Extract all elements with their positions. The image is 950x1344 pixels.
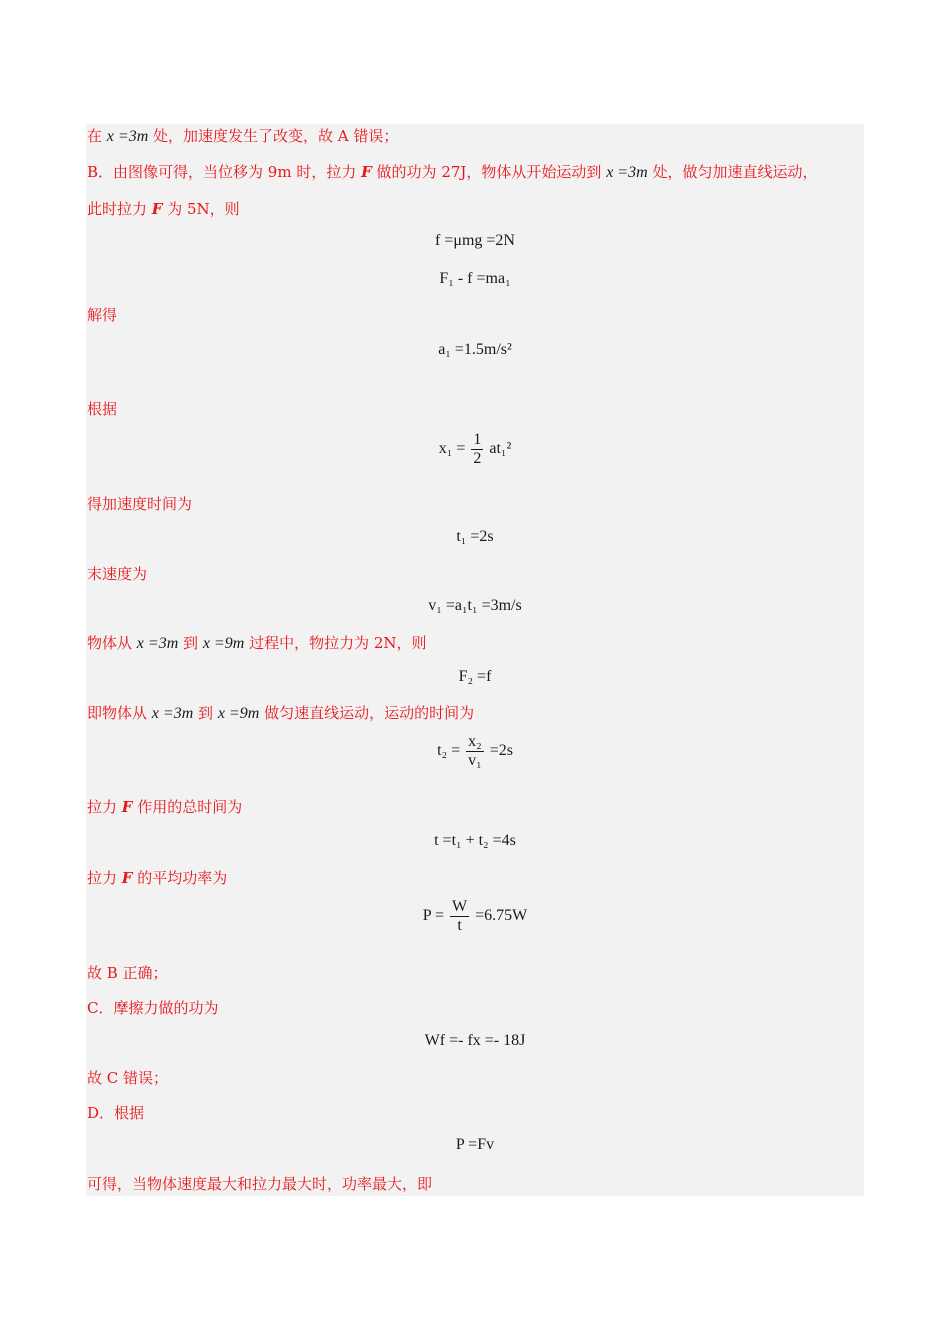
text: 的平均功率为 (137, 869, 228, 887)
eq-part: =6.75W (475, 907, 528, 925)
text: 到 (183, 634, 199, 652)
text: 拉力 (87, 869, 118, 887)
text-line-3 (87, 199, 240, 219)
text-mo-sudu: 末速度为 (87, 565, 148, 583)
text-c-head: C．摩擦力做的功为 (87, 999, 219, 1017)
text-genju: 根据 (87, 400, 118, 418)
text: 在 (87, 127, 103, 145)
symbol-F: F (121, 798, 133, 816)
equation-Wf: Wf =- fx =- 18J (424, 1032, 526, 1049)
text: 过程中，物拉力为 2N，则 (249, 634, 427, 652)
text: 到 (198, 704, 214, 722)
math-inline: x =3m (606, 164, 648, 181)
text-de-jiasudu: 得加速度时间为 (87, 495, 193, 513)
equation-P-avg (86, 898, 864, 935)
symbol-F: F (151, 200, 163, 218)
text-line-2 (87, 162, 817, 183)
text-c-wrong: 故 C 错误； (87, 1069, 169, 1087)
eq-part: x₁ = (438, 440, 466, 458)
text: 物体从 (87, 634, 133, 652)
equation-newton: F₁ - f =ma₁ (439, 270, 511, 287)
text-lali-zong (87, 797, 242, 817)
equation-t2 (86, 733, 864, 770)
numerator: W (452, 898, 468, 915)
equation-x1 (86, 431, 864, 468)
text: 为 5N，则 (167, 200, 240, 218)
math-inline: x =3m (151, 705, 194, 722)
numerator: x₂ (468, 733, 482, 750)
equation-F2: F₂ =f (458, 668, 492, 685)
text: 即物体从 (87, 704, 148, 722)
numerator: 1 (473, 431, 482, 448)
equation-t1: t₁ =2s (456, 528, 494, 545)
fraction (450, 898, 469, 935)
denominator: t (457, 917, 462, 934)
text-jiede: 解得 (87, 306, 118, 324)
equation-a1: a₁ =1.5m/s² (438, 341, 512, 358)
text: 做的功为 27J，物体从开始运动到 (376, 163, 602, 181)
text: 拉力 (87, 798, 118, 816)
text: 处，加速度发生了改变，故 A 错误； (153, 127, 399, 145)
text-wuti-2 (87, 703, 474, 724)
text-lali-pj (87, 868, 227, 888)
math-inline: x =3m (106, 128, 149, 145)
eq-part: =2s (489, 742, 513, 760)
equation-friction: f =μmg =2N (435, 232, 515, 249)
symbol-F: F (361, 163, 372, 181)
text: 处，做匀加速直线运动， (652, 163, 818, 181)
text-d-head: D．根据 (87, 1104, 145, 1122)
math-inline: x =9m (202, 635, 245, 652)
denominator: 2 (473, 450, 482, 467)
equation-t-total: t =t₁ + t₂ =4s (434, 832, 516, 849)
text: 做匀速直线运动，运动的时间为 (264, 704, 475, 722)
denominator: v₁ (468, 752, 482, 769)
fraction (466, 733, 484, 770)
eq-part: t₂ = (437, 742, 461, 760)
text-last: 可得，当物体速度最大和拉力最大时，功率最大，即 (87, 1175, 433, 1193)
equation-Pfv: P =Fv (455, 1136, 495, 1153)
fraction (471, 431, 483, 468)
math-inline: x =9m (217, 705, 260, 722)
eq-part: at₁² (489, 440, 512, 458)
text-wuti-1 (87, 633, 427, 654)
equation-v1: v₁ =a₁t₁ =3m/s (428, 597, 522, 614)
symbol-F: F (121, 869, 133, 887)
text-line-1 (87, 126, 398, 147)
text: 作用的总时间为 (137, 798, 243, 816)
math-inline: x =3m (136, 635, 179, 652)
text: B．由图像可得，当位移为 9m 时，拉力 (87, 163, 357, 181)
eq-part: P = (422, 907, 445, 925)
text: 此时拉力 (87, 200, 148, 218)
text-b-correct: 故 B 正确； (87, 964, 168, 982)
